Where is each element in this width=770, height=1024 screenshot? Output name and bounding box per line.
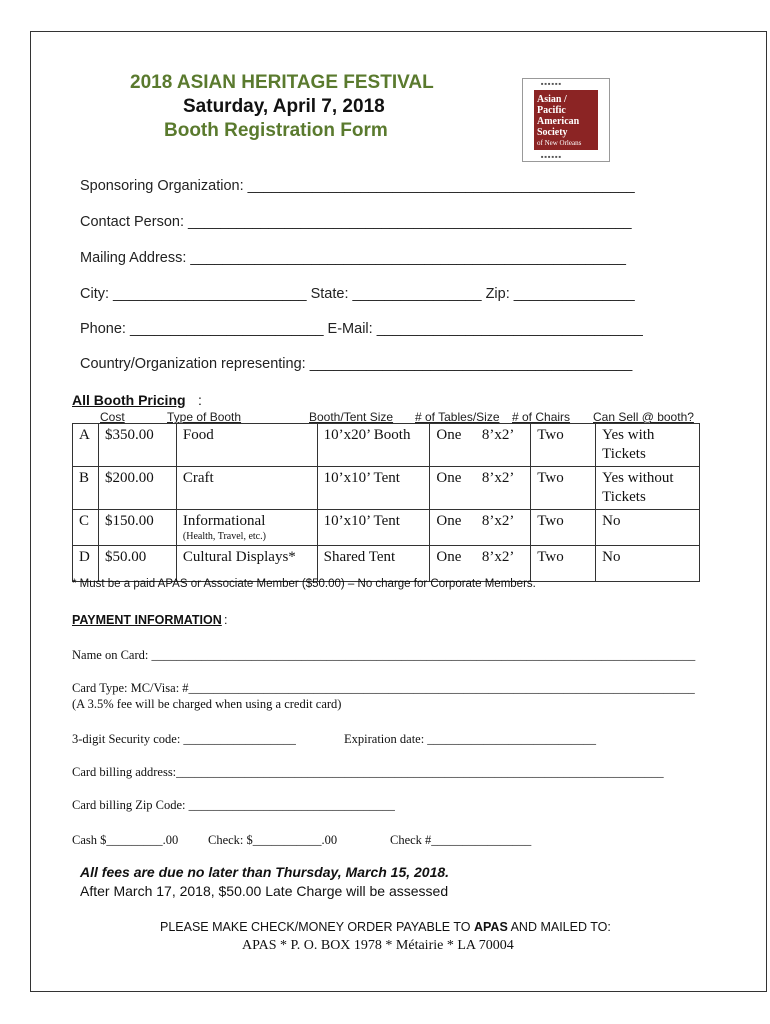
booth-letter: D xyxy=(73,546,99,582)
booth-type: Cultural Displays* xyxy=(176,546,317,582)
booth-type: Food xyxy=(176,424,317,467)
security-code-field[interactable]: 3-digit Security code: __________________ xyxy=(72,732,296,746)
booth-can-sell: Yes without Tickets xyxy=(596,467,700,510)
payable-instruction: PLEASE MAKE CHECK/MONEY ORDER PAYABLE TO APAS AND MAILED TO: xyxy=(160,920,611,934)
form-subtitle: Booth Registration Form xyxy=(164,120,388,141)
billing-zip-field[interactable]: Card billing Zip Code: _________________________________ xyxy=(72,798,395,812)
booth-chairs: Two xyxy=(531,546,596,582)
check-amount-field[interactable]: Check: $___________.00 xyxy=(208,833,338,847)
logo-text-line3: American xyxy=(537,116,580,127)
booth-size: 10’x20’ Booth xyxy=(317,424,430,467)
logo-text-line2: Pacific xyxy=(537,105,566,116)
booth-letter: B xyxy=(73,467,99,510)
check-number-field[interactable]: Check #________________ xyxy=(390,833,532,847)
booth-letter: C xyxy=(73,510,99,546)
column-header-type: Type of Booth xyxy=(167,410,242,424)
city-state-zip-field[interactable]: City: ________________________ State: ________________ Zip: _______________ xyxy=(80,286,635,302)
table-row xyxy=(73,510,700,546)
booth-tables: One xyxy=(430,424,476,467)
column-header-size: Booth/Tent Size xyxy=(309,410,394,424)
booth-size: Shared Tent xyxy=(317,546,430,582)
booth-chairs: Two xyxy=(531,424,596,467)
column-header-tables: # of Tables/Size xyxy=(415,410,500,424)
expiration-date-field[interactable]: Expiration date: ___________________________ xyxy=(344,732,597,746)
logo-text-line1: Asian / xyxy=(537,94,567,105)
booth-pricing-table xyxy=(72,423,700,582)
fee-deadline: All fees are due no later than Thursday, March 15, 2018. xyxy=(80,864,450,880)
booth-cost: $200.00 xyxy=(98,467,176,510)
mailing-address-field[interactable]: Mailing Address: ______________________________________________________ xyxy=(80,250,626,266)
booth-table-size: 8’x2’ xyxy=(476,510,531,546)
contact-person-field[interactable]: Contact Person: _______________________________________________________ xyxy=(80,214,632,230)
booth-letter: A xyxy=(73,424,99,467)
mailing-address: APAS * P. O. BOX 1978 * Métairie * LA 70004 xyxy=(242,938,514,953)
booth-size: 10’x10’ Tent xyxy=(317,467,430,510)
booth-chairs: Two xyxy=(531,467,596,510)
table-row xyxy=(73,467,700,510)
booth-cost: $150.00 xyxy=(98,510,176,546)
booth-type: Informational (Health, Travel, etc.) xyxy=(176,510,317,546)
booth-cost: $350.00 xyxy=(98,424,176,467)
name-on-card-field[interactable]: Name on Card: _______________________________________________________________________________________ xyxy=(72,648,696,662)
pricing-heading-colon: : xyxy=(198,392,202,408)
logo-emblem xyxy=(534,90,598,150)
booth-tables: One xyxy=(430,467,476,510)
booth-table-size: 8’x2’ xyxy=(476,467,531,510)
booth-type: Craft xyxy=(176,467,317,510)
booth-can-sell: Yes with Tickets xyxy=(596,424,700,467)
festival-title: 2018 ASIAN HERITAGE FESTIVAL xyxy=(130,72,434,93)
booth-chairs: Two xyxy=(531,510,596,546)
phone-email-field[interactable]: Phone: ________________________ E-Mail: _________________________________ xyxy=(80,321,643,337)
booth-size: 10’x10’ Tent xyxy=(317,510,430,546)
booth-tables: One xyxy=(430,510,476,546)
card-type-field[interactable]: Card Type: MC/Visa: #_________________________________________________________________________________ xyxy=(72,681,695,695)
payment-heading: PAYMENT INFORMATION xyxy=(72,613,222,627)
payment-heading-colon: : xyxy=(224,613,228,627)
sponsoring-organization-field[interactable]: Sponsoring Organization: ________________________________________________ xyxy=(80,178,635,194)
country-organization-field[interactable]: Country/Organization representing: ________________________________________ xyxy=(80,356,633,372)
booth-can-sell: No xyxy=(596,546,700,582)
member-footnote: * Must be a paid APAS or Associate Member ($50.00) – No charge for Corporate Members. xyxy=(72,578,536,590)
booth-cost: $50.00 xyxy=(98,546,176,582)
column-header-sell: Can Sell @ booth? xyxy=(593,410,694,424)
booth-tables: One xyxy=(430,546,476,582)
billing-address-field[interactable]: Card billing address:______________________________________________________________________________ xyxy=(72,765,664,779)
booth-table-size: 8’x2’ xyxy=(476,424,531,467)
pricing-heading: All Booth Pricing xyxy=(72,392,186,408)
table-row xyxy=(73,546,700,582)
booth-can-sell: No xyxy=(596,510,700,546)
cash-amount-field[interactable]: Cash $_________.00 xyxy=(72,833,179,847)
logo-text-line5: of New Orleans xyxy=(537,139,582,147)
table-row xyxy=(73,424,700,467)
logo-text-line4: Society xyxy=(537,127,568,138)
late-charge-note: After March 17, 2018, $50.00 Late Charge will be assessed xyxy=(80,883,449,899)
booth-type-note: (Health, Travel, etc.) xyxy=(182,531,266,542)
column-header-cost: Cost xyxy=(100,410,125,424)
festival-date: Saturday, April 7, 2018 xyxy=(183,96,385,117)
booth-table-size: 8’x2’ xyxy=(476,546,531,582)
column-header-chairs: # of Chairs xyxy=(512,410,571,424)
apas-logo: ■ ■ ■ ■ ■ ■ ■ ■ ■ ■ ■ ■ Asian / Pacific American Society of New Orleans xyxy=(522,78,610,162)
card-fee-note: (A 3.5% fee will be charged when using a credit card) xyxy=(72,697,342,711)
